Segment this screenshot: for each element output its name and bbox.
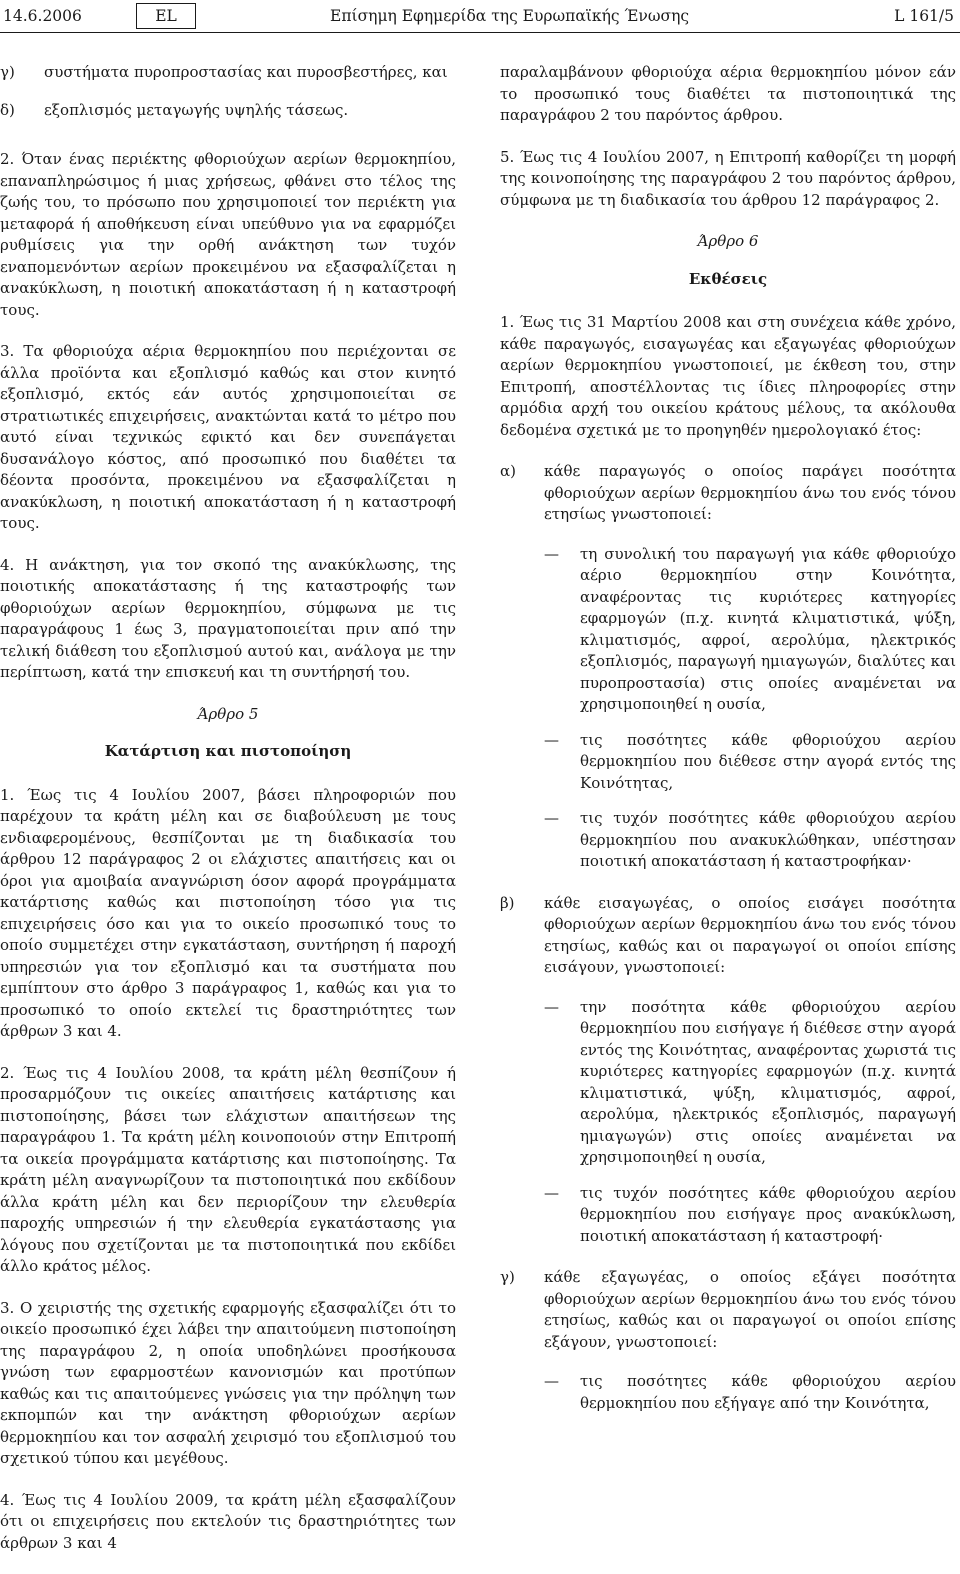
dash-item [544,997,956,1169]
dash-marker: — [544,997,559,1016]
item-text: κάθε παραγωγός ο οποίος παράγει ποσότητα φθοριούχων αερίων θερμοκηπίου άνω του ενός τόνου ετησίως γνωστοποιεί: [544,462,956,523]
page-header [0,0,960,34]
dash-text: την ποσότητα κάθε φθοριούχου αερίου θερμοκηπίου που εισήγαγε ή διέθεσε στην αγορά εντός της Κοινότητας, αναφέροντας χωριστά τις κυριότερες κατηγορίες εφαρμογών (π.χ. κινητά κλιματιστικά, ψύξη, κλιματισμός, αφροί, αερολύμα, ηλεκτρικός εξοπλισμός, παραγωγή ημιαγωγών) στις οποίες αναμένεται να χρησιμοποιηθεί η ουσία, [580,997,956,1166]
item-text: κάθε εξαγωγέας, ο οποίος εξάγει ποσότητα φθοριούχων αερίων θερμοκηπίου άνω του ενός τόνου ετησίως, καθώς και οι παραγωγοί οι οποίοι επίσης εξάγουν, γνωστοποιεί: [544,1268,956,1351]
article-6-label: Άρθρο 6 [697,232,759,250]
dash-text: τις ποσότητες κάθε φθοριούχου αερίου θερμοκηπίου που διέθεσε στην αγορά εντός της Κοινότητας, [580,730,956,792]
list-item [0,62,456,84]
item-marker: β) [500,893,515,912]
article-5-title: Κατάρτιση και πιστοποίηση [104,742,352,760]
sub-item-a [500,461,956,526]
left-column [0,62,456,1574]
item-text: συστήματα πυροπροστασίας και πυροσβεστήρες, και [44,63,448,81]
article-5-paragraph-3: 3. Ο χειριστής της σχετικής εφαρμογής εξασφαλίζει ότι το οικείο προσωπικό έχει λάβει την απαιτούμενη πιστοποίηση της παραγράφου 2, η οποία υποδηλώνει προσήκουσα γνώση των εφαρμοστέων κανονισμών και προτύπων καθώς και τις απαιτούμενες γνώσεις για την πρόληψη των εκπομπών και την ανάκτηση φθοριούχων αερίων θερμοκηπίου και τον ασφαλή χειρισμό του εξοπλισμού του σχετικού τύπου και μεγέθους. [0,1298,456,1467]
dash-marker: — [544,544,559,563]
article-5-label: Άρθρο 5 [197,704,259,723]
item-marker: γ) [500,1268,515,1286]
journal-title: Επίσημη Εφημερίδα της Ευρωπαϊκής Ένωσης [330,7,690,25]
dash-text: τη συνολική του παραγωγή για κάθε φθοριούχο αέριο θερμοκηπίου στην Κοινότητα, αναφέροντας τις κυριότερες κατηγορίες εφαρμογών (π.χ. κινητά κλιματιστικά, ψύξη, κλιματισμός, αφροί, αερολύμα, ηλεκτρικός εξοπλισμός, παραγωγή ημιαγωγών, διαλύτες και πυροπροστασία) στις οποίες αναμένεται να χρησιμοποιηθεί η ουσία, [580,544,956,713]
article-6-paragraph-1: 1. Έως τις 31 Μαρτίου 2008 και στη συνέχεια κάθε χρόνο, κάθε παραγωγός, εισαγωγέας και εξαγωγέας φθοριούχων αερίων θερμοκηπίου γνωστοποιεί, με έκθεση του, στην Επιτροπή, αποστέλλοντας τις ίδιες πληροφορίες στην αρμόδια αρχή του οικείου κράτους μέλους, τα ακόλουθα δεδομένα σχετικά με το προηγηθέν ημερολογιακό έτος: [500,313,956,439]
continuation-paragraph: παραλαμβάνουν φθοριούχα αέρια θερμοκηπίου μόνον εάν το προσωπικό τους διαθέτει τα πιστοποιητικά της παραγράφου 2 του παρόντος άρθρου. [500,63,956,124]
item-text: εξοπλισμός μεταγωγής υψηλής τάσεως. [44,100,349,119]
page-reference: L 161/5 [894,7,954,25]
sub-item-c [500,1267,956,1353]
article-5-paragraph-5: 5. Έως τις 4 Ιουλίου 2007, η Επιτροπή καθορίζει τη μορφή της κοινοποίησης της παραγράφου 2 του παρόντος άρθρου, σύμφωνα με τη διαδικασία του άρθρου 12 παράγραφος 2. [500,147,956,209]
dash-item [544,1183,956,1248]
paragraph-4: 4. Η ανάκτηση, για τον σκοπό της ανακύκλωσης, της ποιοτικής αποκατάστασης ή της καταστροφής των φθοριούχων αερίων θερμοκηπίου, σύμφωνα με τις παραγράφους 1 έως 3, πραγματοποιείται πριν από την τελική διάθεση του εξοπλισμού αυτού και, ανάλογα με την περίπτωση, κατά την επισκευή και τη συντήρησή του. [0,555,456,681]
language-code-box: EL [136,3,196,29]
header-date: 14.6.2006 [3,7,82,25]
item-marker: γ) [0,63,15,81]
dash-item [544,1371,956,1414]
dash-marker: — [544,730,559,749]
dash-item [544,808,956,873]
paragraph-3: 3. Τα φθοριούχα αέρια θερμοκηπίου που περιέχονται σε άλλα προϊόντα και εξοπλισμό καθώς και στον κινητό εξοπλισμό, εκτός εάν αυτός χρησιμοποιείται σε στρατιωτικές επιχειρήσεις, ανακτώνται κατά το μέτρο που αυτό είναι τεχνικώς εφικτό και δεν συνεπάγεται δυσανάλογο κόστος, από προσωπικό που διαθέτει τα δέοντα προσόντα, προκειμένου να εξασφαλίζεται η ανακύκλωση, η ποιοτική αποκατάσταση ή η καταστροφή τους. [0,342,456,532]
dash-text: τις τυχόν ποσότητες κάθε φθοριούχου αερίου θερμοκηπίου που ανακυκλώθηκαν, υπέστησαν ποιοτική αποκατάσταση ή καταστροφήκαν· [580,809,956,870]
article-6-title: Εκθέσεις [688,269,768,288]
dash-item [544,544,956,716]
item-text: κάθε εισαγωγέας, ο οποίος εισάγει ποσότητα φθοριούχων αερίων θερμοκηπίου άνω του ενός τόνου ετησίως, καθώς και οι παραγωγοί οι οποίοι επίσης εισάγουν, γνωστοποιεί: [544,893,956,976]
list-item [0,100,456,122]
article-5-paragraph-2: 2. Έως τις 4 Ιουλίου 2008, τα κράτη μέλη θεσπίζουν ή προσαρμόζουν τις οικείες απαιτήσεις κατάρτισης και πιστοποίησης, βάσει των ελάχιστων απαιτήσεων της παραγράφου 1. Τα κράτη μέλη κοινοποιούν στην Επιτροπή τα οικεία προγράμματα κατάρτισης και πιστοποίησης. Τα κράτη μέλη αναγνωρίζουν τα πιστοποιητικά που εκδίδουν άλλα κράτη μέλη και δεν περιορίζουν την ελευθερία παροχής υπηρεσιών ή την ελευθερία εγκατάστασης για λόγους που σχετίζονται με τα πιστοποιητικά που εκδίδει άλλο κράτος μέλος. [0,1063,456,1275]
dash-marker: — [544,1183,559,1202]
dash-text: τις ποσότητες κάθε φθοριούχου αερίου θερμοκηπίου που εξήγαγε από την Κοινότητα, [580,1372,956,1412]
dash-marker: — [544,809,559,827]
article-5-paragraph-4: 4. Έως τις 4 Ιουλίου 2009, τα κράτη μέλη εξασφαλίζουν ότι οι επιχειρήσεις που εκτελούν τις δραστηριότητες των άρθρων 3 και 4 [0,1490,456,1552]
item-marker: α) [500,462,516,480]
paragraph-2: 2. Όταν ένας περιέκτης φθοριούχων αερίων θερμοκηπίου, επαναπληρώσιμος ή μιας χρήσεως, φθάνει στο τέλος της ζωής του, το πρόσωπο που χρησιμοποιεί τον περιέκτη για μεταφορά ή αποθήκευση είναι υπεύθυνο για να εφαρμόζει ρυθμίσεις για την ορθή ανάκτηση των τυχόν εναπομενόντων αερίων προκειμένου να εξασφαλίζεται η ανακύκλωση, η ποιοτική αποκατάσταση ή η καταστροφή τους. [0,150,456,319]
article-5-paragraph-1: 1. Έως τις 4 Ιουλίου 2007, βάσει πληροφοριών που παρέχουν τα κράτη μέλη και σε διαβούλευση με τους ενδιαφερομένους, θεσπίζονται με τη διαδικασία του άρθρου 12 παράγραφος 2 οι ελάχιστες απαιτήσεις και οι όροι για αμοιβαία αναγνώριση όσον αφορά προγράμματα κατάρτισης καθώς και πιστοποίηση τόσο για τις επιχειρήσεις όσο και για το οικείο προσωπικό τους το οποίο συμμετέχει στην εγκατάσταση, συντήρηση ή παροχή υπηρεσιών για τον εξοπλισμό και τα συστήματα που εμπίπτουν στο άρθρο 3 παράγραφος 1, καθώς και για το προσωπικό το οποίο εκτελεί τις δραστηριότητες των άρθρων 3 και 4. [0,785,456,1040]
dash-text: τις τυχόν ποσότητες κάθε φθοριούχου αερίου θερμοκηπίου που εισήγαγε προς ανακύκλωση, ποιοτική αποκατάσταση ή καταστροφή· [580,1183,956,1245]
sub-item-b [500,893,956,979]
header-rule [0,32,960,33]
right-column [500,62,956,1428]
dash-item [544,730,956,795]
dash-marker: — [544,1372,559,1390]
item-marker: δ) [0,100,15,119]
